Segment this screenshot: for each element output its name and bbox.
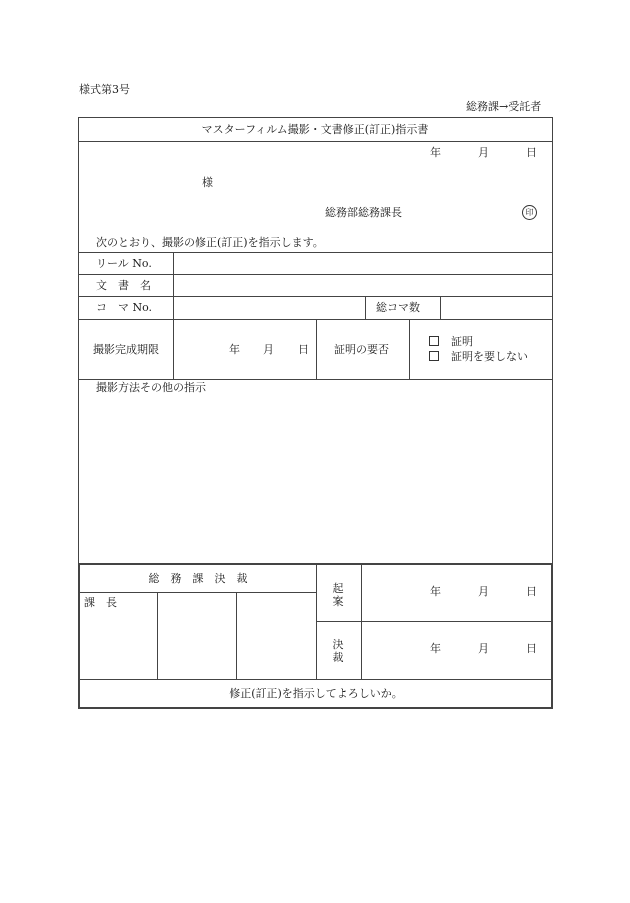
addressee-suffix: 様 — [202, 176, 213, 189]
draft-month: 月 — [478, 585, 489, 598]
form-title: マスターフィルム撮影・文書修正(訂正)指示書 — [201, 123, 429, 136]
deadline-month: 月 — [263, 343, 274, 356]
deadline-year: 年 — [229, 343, 240, 356]
deadline-day: 日 — [298, 343, 309, 356]
reel-no-label: リール No. — [96, 257, 152, 270]
total-frames-label: 総コマ数 — [376, 301, 420, 314]
decision-year: 年 — [430, 642, 441, 655]
issuer-title: 総務部総務課長 — [325, 206, 402, 219]
deadline-label: 撮影完成期限 — [93, 343, 159, 356]
instruction-text: 次のとおり、撮影の修正(訂正)を指示します。 — [96, 236, 324, 249]
form-number: 様式第3号 — [79, 83, 130, 96]
draft-label: 起案 — [332, 582, 344, 608]
seal-mark: 印 — [522, 205, 537, 220]
checkbox[interactable] — [429, 336, 439, 346]
frame-no-label: コ マ No. — [96, 301, 153, 314]
routing-label: 総務課→受託者 — [466, 100, 542, 113]
cert-option-not-required-label: 証明を要しない — [451, 350, 528, 363]
checkbox[interactable] — [429, 351, 439, 361]
draft-day: 日 — [526, 585, 537, 598]
decision-day: 日 — [526, 642, 537, 655]
issue-date-day: 日 — [526, 146, 537, 159]
decision-label: 決裁 — [332, 638, 344, 664]
document-name-label: 文 書 名 — [96, 279, 151, 292]
cert-option-required[interactable] — [429, 336, 473, 347]
draft-year: 年 — [430, 585, 441, 598]
issue-date-year: 年 — [430, 146, 441, 159]
cert-option-required-label: 証明 — [451, 335, 473, 348]
decision-month: 月 — [478, 642, 489, 655]
cert-option-not-required[interactable] — [429, 351, 528, 362]
approval-question: 修正(訂正)を指示してよろしいか。 — [229, 687, 403, 700]
approval-heading: 総 務 課 決 裁 — [148, 572, 248, 585]
method-label: 撮影方法その他の指示 — [96, 381, 206, 394]
issue-date-month: 月 — [478, 146, 489, 159]
section-chief-label: 課 長 — [84, 596, 117, 609]
certification-label: 証明の要否 — [334, 343, 389, 356]
